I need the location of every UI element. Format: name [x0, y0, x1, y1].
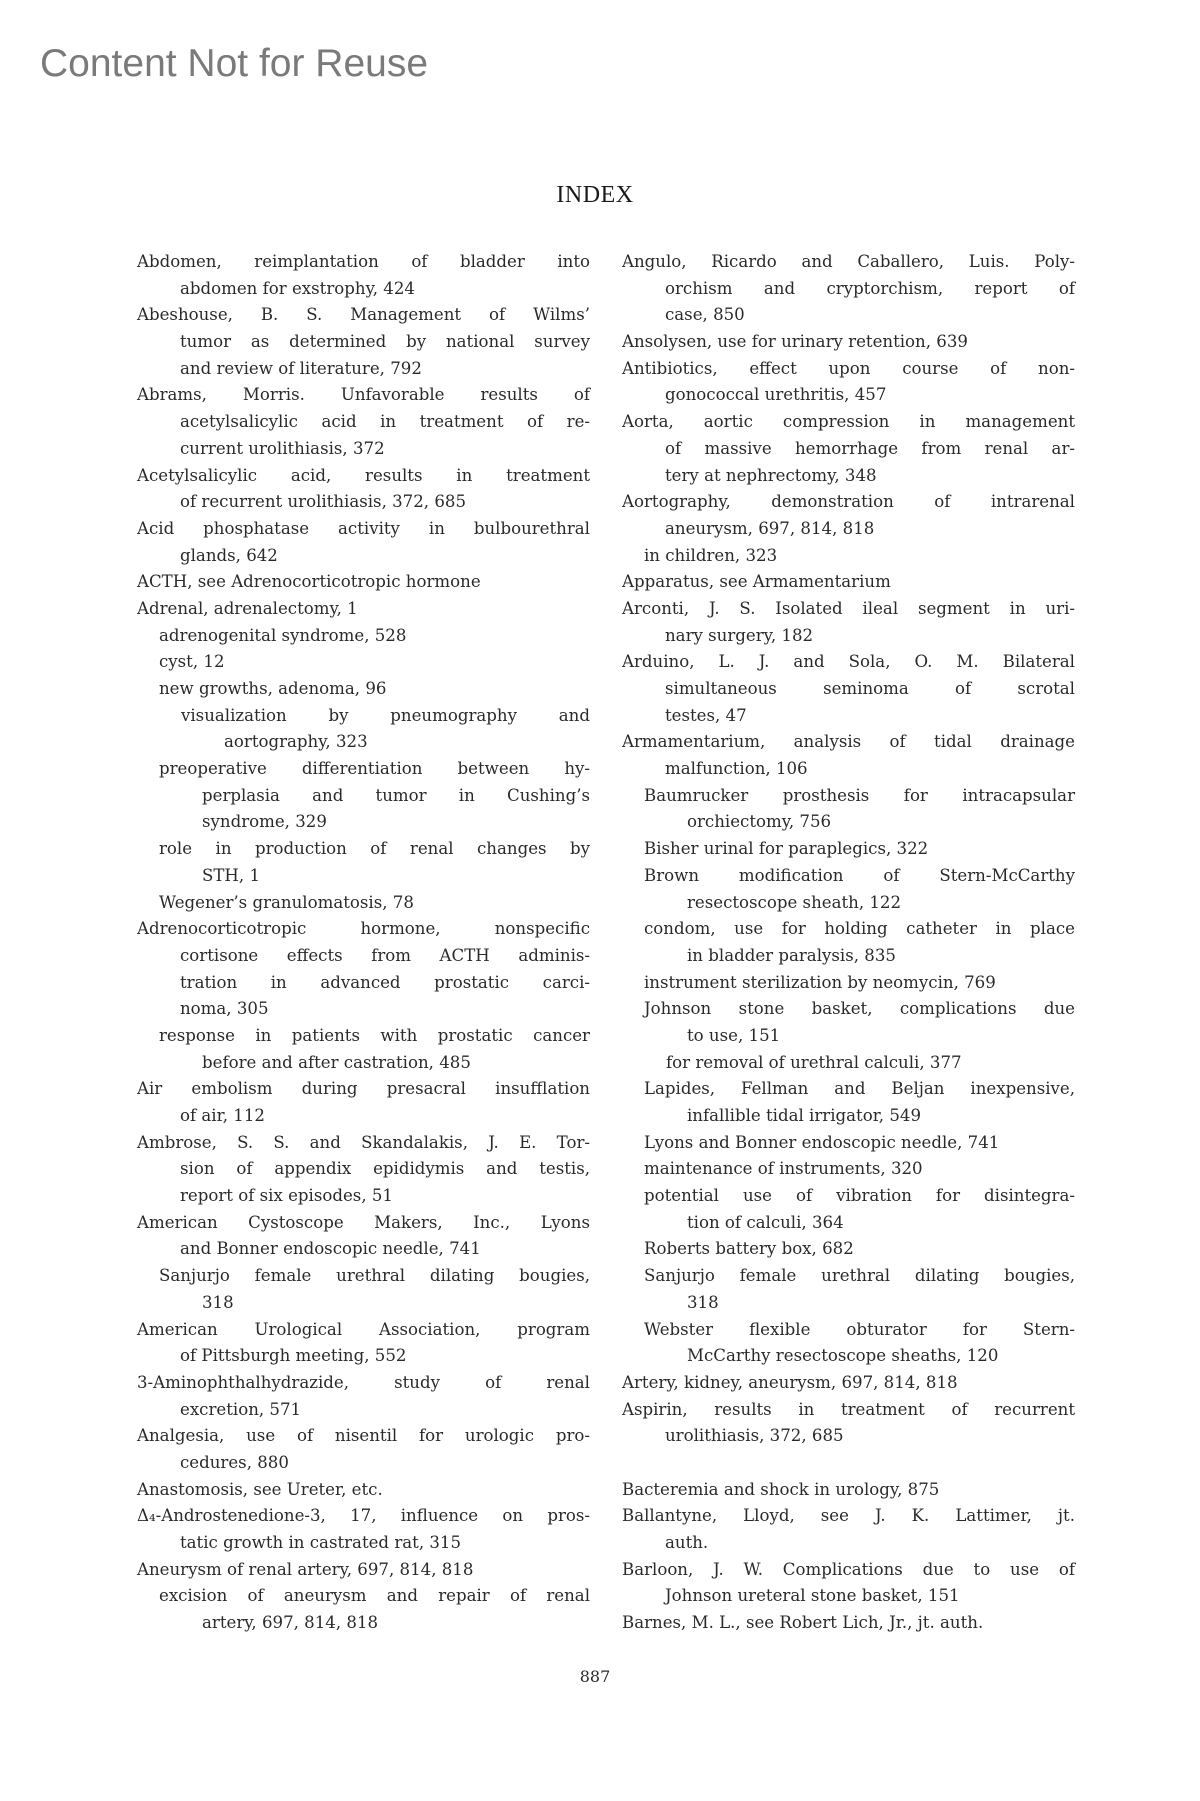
- index-entry: [137, 1423, 590, 1476]
- index-entry-line: abdomen for exstrophy, 424: [180, 278, 415, 298]
- index-entry-line: in bladder paralysis, 835: [687, 945, 896, 965]
- index-entry-line: of massive hemorrhage from renal ar-: [665, 438, 1075, 458]
- index-subentry: [137, 623, 590, 650]
- index-entry-line: cedures, 880: [180, 1452, 289, 1472]
- index-subentry: [622, 996, 1075, 1049]
- index-entry: [137, 596, 590, 623]
- index-entry-line: response in patients with prostatic cancer: [159, 1025, 590, 1045]
- index-entry-line: of Pittsburgh meeting, 552: [180, 1346, 407, 1366]
- index-subentry: [137, 836, 590, 889]
- index-entry-line: Abeshouse, B. S. Management of Wilms’: [137, 305, 590, 325]
- index-entry-line: orchism and cryptorchism, report of: [665, 278, 1075, 298]
- index-entry-line: tration in advanced prostatic carci-: [180, 972, 590, 992]
- index-entry-line: aneurysm, 697, 814, 818: [665, 518, 875, 538]
- index-entry: [622, 249, 1075, 329]
- index-entry-line: auth.: [665, 1533, 709, 1552]
- index-entry-line: Webster flexible obturator for Stern-: [644, 1319, 1075, 1339]
- index-subentry: [137, 676, 590, 703]
- index-subentry: [622, 1076, 1075, 1129]
- index-entry-line: artery, 697, 814, 818: [202, 1613, 379, 1633]
- index-entry: [137, 1210, 590, 1263]
- index-entry-line: report of six episodes, 51: [180, 1186, 393, 1206]
- index-entry: [137, 1477, 590, 1504]
- index-entry: [622, 356, 1075, 409]
- index-entry-line: Abdomen, reimplantation of bladder into: [137, 252, 590, 271]
- index-entry-line: Anastomosis, see Ureter, etc.: [137, 1479, 383, 1499]
- index-entry: [137, 463, 590, 516]
- index-entry-line: simultaneous seminoma of scrotal: [665, 679, 1075, 698]
- index-entry-line: urolithiasis, 372, 685: [665, 1426, 844, 1446]
- index-entry: [622, 649, 1075, 729]
- index-entry-line: Baumrucker prosthesis for intracapsular: [644, 785, 1075, 805]
- index-entry-line: Air embolism during presacral insufflation: [137, 1079, 590, 1099]
- index-entry-line: Adrenal, adrenalectomy, 1: [137, 598, 358, 618]
- index-subentry: [137, 703, 590, 756]
- index-entry-line: tion of calculi, 364: [687, 1212, 844, 1232]
- index-entry-line: tery at nephrectomy, 348: [665, 465, 877, 485]
- index-entry-line: case, 850: [665, 305, 745, 325]
- index-entry-line: orchiectomy, 756: [687, 812, 832, 832]
- index-entry: [622, 329, 1075, 356]
- index-entry: [137, 302, 590, 382]
- index-entry: [137, 1130, 590, 1210]
- index-entry-line: McCarthy resectoscope sheaths, 120: [687, 1346, 999, 1366]
- watermark: Content Not for Reuse: [40, 42, 429, 85]
- index-entry-line: Arconti, J. S. Isolated ileal segment in uri-: [622, 598, 1075, 618]
- index-entry-line: Johnson stone basket, complications due: [644, 999, 1075, 1019]
- index-entry-line: Sanjurjo female urethral dilating bougies,: [159, 1266, 590, 1286]
- index-entry-line: Artery, kidney, aneurysm, 697, 814, 818: [622, 1372, 958, 1392]
- index-entry-line: excision of aneurysm and repair of renal: [159, 1586, 590, 1606]
- index-entry-line: Ballantyne, Lloyd, see J. K. Lattimer, jt.: [622, 1506, 1075, 1526]
- index-entry-line: instrument sterilization by neomycin, 769: [644, 972, 996, 992]
- index-entry-line: to use, 151: [687, 1025, 781, 1045]
- index-subentry: [622, 1263, 1075, 1316]
- index-entry-line: nary surgery, 182: [665, 625, 814, 645]
- index-entry-line: Adrenocorticotropic hormone, nonspecific: [137, 919, 590, 939]
- index-entry-line: Johnson ureteral stone basket, 151: [665, 1586, 960, 1606]
- index-subentry: [622, 1156, 1075, 1183]
- index-subentry: [622, 916, 1075, 969]
- index-entry: [622, 1477, 1075, 1504]
- index-subentry: [137, 1023, 590, 1076]
- index-entry: [622, 1370, 1075, 1397]
- index-entry: [622, 1557, 1075, 1610]
- index-subentry: [137, 890, 590, 917]
- index-entry: [137, 249, 590, 302]
- index-entry: [622, 1503, 1075, 1556]
- index-entry-line: American Urological Association, program: [137, 1319, 590, 1339]
- index-entry: [137, 569, 590, 596]
- index-entry-line: Angulo, Ricardo and Caballero, Luis. Poly-: [622, 252, 1075, 271]
- index-subentry: [622, 1050, 1075, 1077]
- index-entry-line: malfunction, 106: [665, 759, 808, 779]
- index-column-right: [622, 249, 1075, 1637]
- index-entry-line: acetylsalicylic acid in treatment of re-: [180, 412, 590, 432]
- index-entry-line: and Bonner endoscopic needle, 741: [180, 1239, 481, 1259]
- index-entry-line: condom, use for holding catheter in place: [644, 919, 1075, 939]
- index-entry-line: new growths, adenoma, 96: [159, 679, 387, 698]
- index-subentry: [622, 1317, 1075, 1370]
- index-subentry: [622, 970, 1075, 997]
- index-entry-line: syndrome, 329: [202, 812, 327, 832]
- index-entry: [622, 1397, 1075, 1450]
- index-entry-line: sion of appendix epididymis and testis,: [180, 1159, 590, 1179]
- page-title: INDEX: [556, 182, 634, 208]
- index-entry-line: gonococcal urethritis, 457: [665, 385, 887, 405]
- index-entry-line: infallible tidal irrigator, 549: [687, 1106, 922, 1125]
- index-entry-line: Armamentarium, analysis of tidal drainage: [622, 732, 1075, 752]
- index-entry: [137, 1503, 590, 1556]
- index-entry: [137, 1076, 590, 1129]
- page-number: 887: [579, 1667, 611, 1686]
- index-entry-line: Aorta, aortic compression in management: [622, 412, 1075, 432]
- index-entry-line: Aortography, demonstration of intrarenal: [622, 492, 1075, 512]
- index-entry-line: cyst, 12: [159, 652, 225, 672]
- index-entry: [622, 1610, 1075, 1637]
- index-subentry: [137, 756, 590, 836]
- index-entry: [137, 1557, 590, 1584]
- index-entry-line: Barloon, J. W. Complications due to use of: [622, 1559, 1075, 1579]
- index-entry-line: preoperative differentiation between hy-: [159, 759, 590, 779]
- index-entry-line: Ambrose, S. S. and Skandalakis, J. E. Tor-: [137, 1132, 590, 1152]
- index-entry: [622, 729, 1075, 782]
- index-entry-line: excretion, 571: [180, 1399, 302, 1419]
- index-entry-line: Barnes, M. L., see Robert Lich, Jr., jt. auth.: [622, 1613, 984, 1633]
- index-entry: [137, 916, 590, 1023]
- index-entry-line: Wegener’s granulomatosis, 78: [159, 892, 414, 912]
- index-entry-line: cortisone effects from ACTH adminis-: [180, 945, 590, 965]
- index-entry-line: Sanjurjo female urethral dilating bougies,: [644, 1266, 1075, 1286]
- index-subentry: [137, 1583, 590, 1636]
- index-entry-line: noma, 305: [180, 999, 269, 1019]
- index-entry: [137, 382, 590, 462]
- index-entry-line: Aspirin, results in treatment of recurrent: [622, 1399, 1075, 1419]
- index-entry-line: STH, 1: [202, 865, 261, 885]
- index-entry-line: testes, 47: [665, 705, 747, 725]
- index-entry-line: Bisher urinal for paraplegics, 322: [644, 839, 929, 859]
- index-entry: [622, 596, 1075, 649]
- index-entry-line: ACTH, see Adrenocorticotropic hormone: [137, 572, 481, 592]
- index-entry-line: Ansolysen, use for urinary retention, 639: [622, 332, 968, 352]
- index-entry-line: Roberts battery box, 682: [644, 1239, 854, 1259]
- index-entry-line: Lapides, Fellman and Beljan inexpensive,: [644, 1079, 1075, 1099]
- index-entry-line: Arduino, L. J. and Sola, O. M. Bilateral: [622, 652, 1075, 672]
- index-entry-line: resectoscope sheath, 122: [687, 892, 902, 912]
- index-entry-line: Antibiotics, effect upon course of non-: [622, 358, 1075, 378]
- index-entry-line: Acetylsalicylic acid, results in treatment: [137, 465, 590, 485]
- index-entry-line: 318: [202, 1292, 234, 1312]
- index-entry-line: and review of literature, 792: [180, 358, 422, 378]
- index-entry-line: Analgesia, use of nisentil for urologic pro-: [137, 1426, 590, 1446]
- index-subentry: [622, 783, 1075, 836]
- index-entry-line: Abrams, Morris. Unfavorable results of: [137, 385, 590, 405]
- index-subentry: [137, 649, 590, 676]
- index-entry-line: potential use of vibration for disintegra-: [644, 1186, 1075, 1206]
- index-entry-line: American Cystoscope Makers, Inc., Lyons: [137, 1212, 590, 1232]
- index-entry-line: for removal of urethral calculi, 377: [666, 1052, 962, 1072]
- index-subentry: [622, 1236, 1075, 1263]
- index-entry-line: Δ₄-Androstenedione-3, 17, influence on pros-: [137, 1506, 590, 1526]
- index-entry: [622, 489, 1075, 542]
- index-entry-line: of air, 112: [180, 1106, 265, 1125]
- index-entry-line: current urolithiasis, 372: [180, 438, 385, 458]
- index-entry-line: aortography, 323: [224, 732, 368, 752]
- index-entry-line: perplasia and tumor in Cushing’s: [202, 785, 590, 805]
- index-entry-line: Aneurysm of renal artery, 697, 814, 818: [137, 1559, 474, 1579]
- index-subentry: [622, 836, 1075, 863]
- index-entry-line: glands, 642: [180, 545, 278, 565]
- index-entry-line: visualization by pneumography and: [181, 705, 590, 725]
- index-subentry: [622, 1183, 1075, 1236]
- index-entry-line: adrenogenital syndrome, 528: [159, 625, 407, 645]
- index-entry-line: 3-Aminophthalhydrazide, study of renal: [137, 1372, 590, 1392]
- section-divider: [622, 1450, 1075, 1477]
- index-subentry: [622, 543, 1075, 570]
- index-entry-line: Apparatus, see Armamentarium: [622, 572, 891, 592]
- index-entry: [137, 1317, 590, 1370]
- index-entry-line: of recurrent urolithiasis, 372, 685: [180, 492, 467, 512]
- index-entry-line: Brown modification of Stern-McCarthy: [644, 865, 1075, 885]
- index-subentry: [622, 1130, 1075, 1157]
- index-entry: [622, 409, 1075, 489]
- index-entry-line: 318: [687, 1292, 719, 1312]
- index-entry-line: Bacteremia and shock in urology, 875: [622, 1479, 940, 1499]
- index-entry-line: Acid phosphatase activity in bulbourethral: [137, 518, 590, 538]
- index-entry-line: in children, 323: [644, 545, 778, 565]
- index-subentry: [137, 1263, 590, 1316]
- index-column-left: [137, 249, 590, 1637]
- index-entry-line: before and after castration, 485: [202, 1052, 471, 1072]
- index-subentry: [622, 863, 1075, 916]
- index-entry: [137, 516, 590, 569]
- index-entry: [137, 1370, 590, 1423]
- index-entry-line: tumor as determined by national survey: [180, 332, 590, 352]
- index-entry-line: tatic growth in castrated rat, 315: [180, 1533, 462, 1552]
- index-entry-line: role in production of renal changes by: [159, 839, 590, 859]
- index-entry-line: Lyons and Bonner endoscopic needle, 741: [644, 1132, 1000, 1152]
- index-entry: [622, 569, 1075, 596]
- index-entry-line: maintenance of instruments, 320: [644, 1159, 923, 1179]
